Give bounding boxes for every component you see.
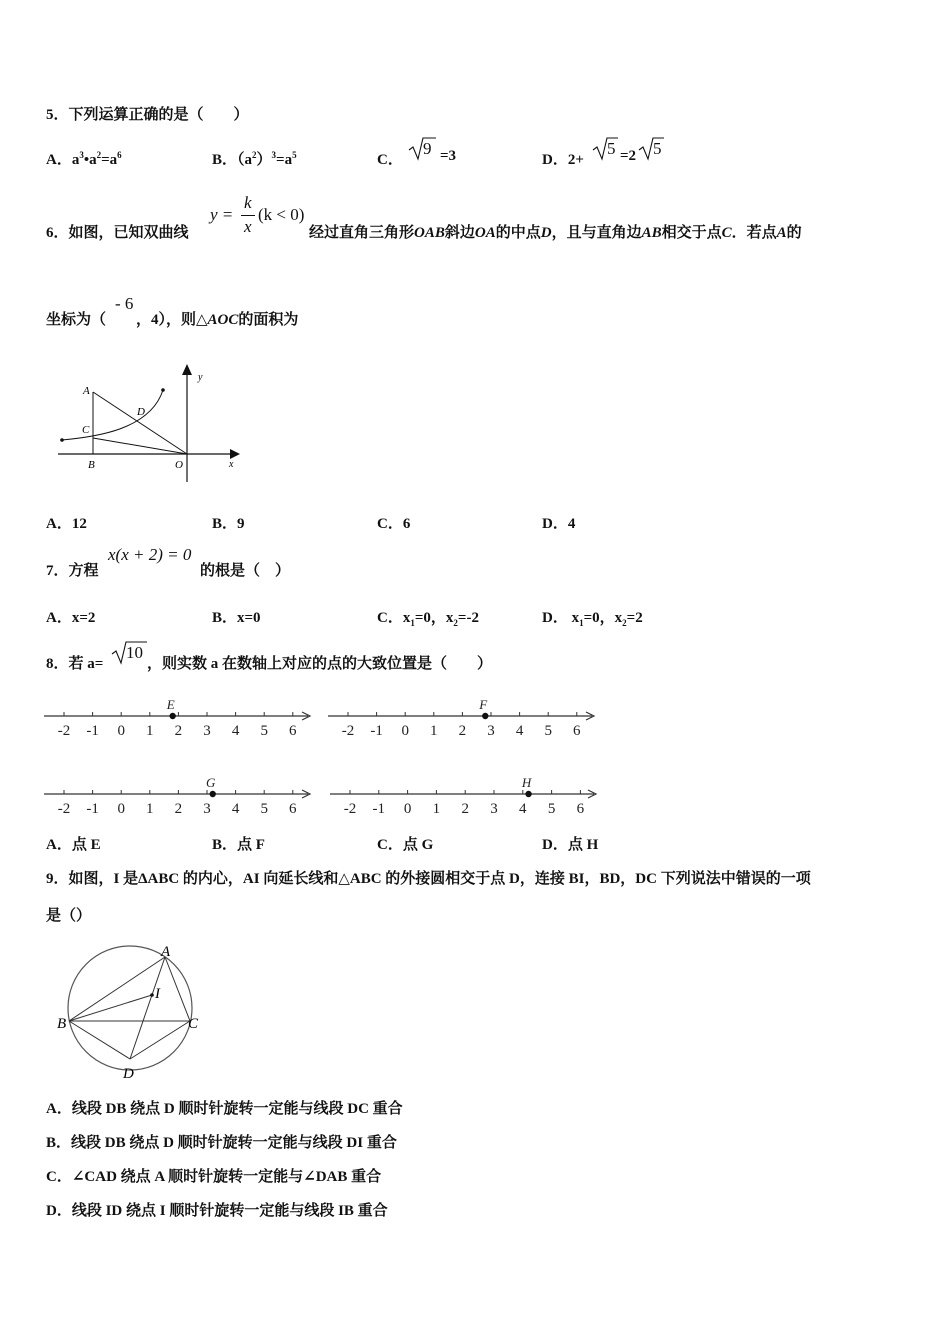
q6-stem-start: 6．如图，已知双曲线	[46, 225, 189, 241]
tick-label: 6	[289, 801, 297, 817]
segment-ac	[165, 957, 190, 1021]
q5-option-c: C．	[377, 152, 403, 168]
segment-dc	[130, 1021, 190, 1059]
tick-label: -1	[86, 723, 99, 739]
tick-label: 4	[519, 801, 527, 817]
tick-label: 6	[289, 723, 297, 739]
curve-endpoint-right	[161, 388, 165, 392]
fraction-bar	[241, 215, 255, 216]
curve-endpoint-left	[60, 438, 64, 442]
tick-label: 2	[174, 801, 183, 817]
label-b: B	[57, 1016, 67, 1032]
label-d: D	[137, 406, 145, 418]
point-marker	[210, 791, 216, 797]
tick-label: 3	[487, 723, 495, 739]
label-a: A	[83, 385, 90, 397]
q8-option-b: B．点 F	[212, 837, 265, 853]
point-label: G	[206, 775, 216, 790]
segment-oc	[93, 438, 187, 454]
y-axis-arrow-icon	[182, 364, 192, 375]
point-label: F	[479, 697, 488, 712]
tick-label: 4	[231, 723, 240, 739]
q7-formula: x(x + 2) = 0	[108, 545, 192, 564]
point-label: H	[521, 775, 532, 790]
point-label: E	[166, 697, 175, 712]
tick-label: -2	[57, 801, 71, 817]
q5-option-c-result: =3	[440, 148, 457, 164]
tick-label: 6	[576, 801, 585, 817]
tick-label: -1	[370, 723, 383, 739]
incenter-point	[150, 993, 154, 997]
q9-option-b: B．线段 DB 绕点 D 顺时针旋转一定能与线段 DI 重合	[46, 1135, 397, 1151]
tick-label: 1	[146, 801, 154, 817]
q6-stem-line2-rest: ，4），则△AOC的面积为	[136, 312, 299, 328]
q6-stem-rest: 经过直角三角形OAB斜边OA的中点D，且与直角边AB相交于点C．若点A的	[309, 225, 802, 241]
tick-label: 0	[403, 801, 412, 817]
segment-oa	[93, 392, 187, 454]
tick-label: 3	[203, 801, 211, 817]
point-marker	[482, 713, 488, 719]
tick-label: 0	[401, 723, 409, 739]
tick-label: 2	[461, 801, 469, 817]
q7-stem-end: 的根是（ ）	[200, 563, 291, 579]
q9-stem-line2: 是（）	[46, 908, 92, 924]
tick-label: 1	[146, 723, 154, 739]
tick-label: 5	[260, 801, 268, 817]
q8-stem-start: 8．若 a=	[46, 656, 104, 672]
label-x: x	[229, 459, 234, 470]
q9-figure	[55, 938, 210, 1083]
tick-label: 2	[174, 723, 183, 739]
number-line-f	[324, 690, 606, 742]
label-o: O	[175, 459, 183, 471]
tick-label: 3	[490, 801, 498, 817]
tick-label: 6	[573, 723, 581, 739]
tick-label: 0	[117, 723, 125, 739]
label-c: C	[188, 1016, 199, 1032]
tick-label: -2	[57, 723, 71, 739]
segment-bd	[69, 1021, 130, 1059]
q7-option-b: B．x=0	[212, 610, 261, 626]
tick-label: 4	[515, 723, 524, 739]
q7-stem-start: 7．方程	[46, 563, 99, 579]
label-c: C	[82, 424, 90, 436]
q9-option-d: D．线段 ID 绕点 I 顺时针旋转一定能与线段 IB 重合	[46, 1203, 388, 1219]
segment-bi	[69, 995, 152, 1021]
tick-label: -1	[86, 801, 99, 817]
circumcircle	[68, 946, 192, 1070]
q5-option-d: D．2+	[542, 152, 584, 168]
q8-option-d: D．点 H	[542, 837, 599, 853]
q9-option-a: A．线段 DB 绕点 D 顺时针旋转一定能与线段 DC 重合	[46, 1101, 403, 1117]
tick-label: 3	[203, 723, 211, 739]
label-a: A	[161, 944, 171, 960]
q7-option-d: D． $x_1=0$，$x_2=2$	[542, 610, 643, 628]
q9-option-c: C．∠CAD 绕点 A 顺时针旋转一定能与∠DAB 重合	[46, 1169, 382, 1185]
q6-option-d: D．4	[542, 516, 576, 532]
label-i: I	[155, 986, 160, 1002]
tick-label: -2	[343, 801, 357, 817]
q7-option-c: C．$x_1=0$，$x_2=-2$	[377, 610, 479, 628]
q6-formula: y = k x (k < 0)	[210, 193, 305, 236]
q5-stem: 5．下列运算正确的是（ ）	[46, 107, 249, 123]
q6-figure	[50, 358, 250, 488]
tick-label: -1	[372, 801, 386, 817]
tick-label: 1	[432, 801, 441, 817]
tick-label: 5	[260, 723, 268, 739]
q8-option-c: C．点 G	[377, 837, 434, 853]
label-b: B	[88, 459, 95, 471]
q7-option-a: A．x=2	[46, 610, 96, 626]
number-line-e	[40, 690, 322, 742]
tick-label: 5	[544, 723, 552, 739]
q5-option-d-eq: =2	[620, 148, 637, 164]
segment-ad	[130, 957, 165, 1059]
q6-stem-line2-start: 坐标为（	[46, 312, 107, 328]
q6-option-c: C．6	[377, 516, 411, 532]
tick-label: 5	[547, 801, 556, 817]
q8-stem-end: ，则实数 a 在数轴上对应的点的大致位置是（ ）	[147, 656, 493, 672]
q5-option-b: B．$(a^2)^3=a^5$	[212, 150, 297, 168]
label-y: y	[198, 372, 203, 383]
sqrt-sign-icon	[408, 136, 436, 162]
number-line-g	[40, 768, 322, 820]
x-axis-arrow-icon	[230, 449, 240, 459]
q6-neg6: - 6	[115, 294, 134, 313]
tick-label: 4	[231, 801, 240, 817]
tick-label: 1	[430, 723, 438, 739]
number-line-h	[326, 768, 608, 820]
label-d: D	[123, 1066, 134, 1082]
q5-option-a: A．$a^3•a^2=a^6$	[46, 150, 122, 168]
point-marker	[525, 791, 531, 797]
point-marker	[169, 713, 175, 719]
hyperbola-curve	[62, 390, 163, 440]
tick-label: 2	[458, 723, 467, 739]
q6-option-a: A．12	[46, 516, 87, 532]
tick-label: -2	[341, 723, 355, 739]
q8-option-a: A．点 E	[46, 837, 101, 853]
q6-option-b: B．9	[212, 516, 245, 532]
q9-stem-line1: 9．如图，I 是ΔABC 的内心，AI 向延长线和△ABC 的外接圆相交于点 D，连接 BI，BD，DC 下列说法中错误的一项	[46, 871, 811, 887]
tick-label: 0	[117, 801, 125, 817]
